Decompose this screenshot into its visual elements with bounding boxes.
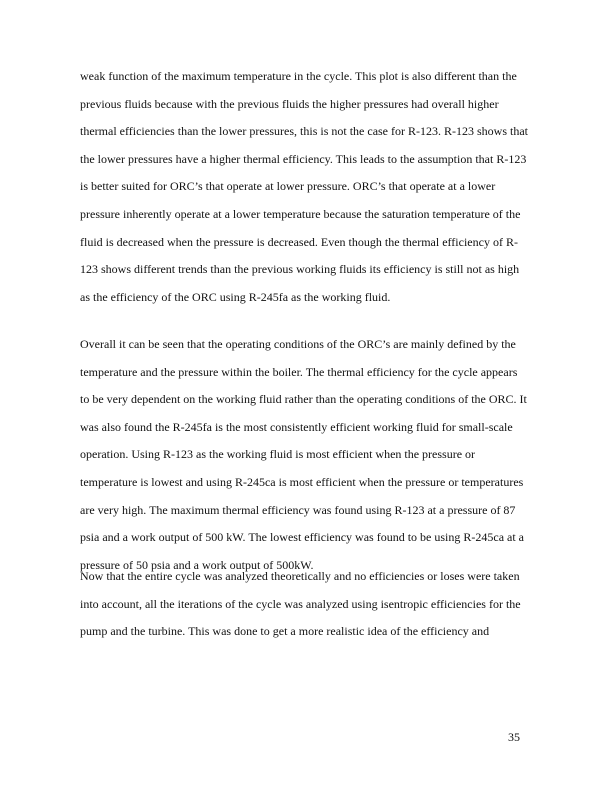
page-number: 35 bbox=[508, 730, 520, 744]
text-line: to be very dependent on the working fluid rather than the operating conditions of the ORC. It bbox=[80, 392, 527, 407]
text-line: temperature is lowest and using R-245ca is most efficient when the pressure or temperatures bbox=[80, 474, 524, 489]
text-line: are very high. The maximum thermal efficiency was found using R-123 at a pressure of 87 bbox=[80, 502, 516, 517]
text-line: weak function of the maximum temperature in the cycle. This plot is also different than the bbox=[80, 69, 517, 83]
text-line: Overall it can be seen that the operating conditions of the ORC’s are mainly defined by the bbox=[80, 337, 516, 351]
text-line: the lower pressures have a higher thermal efficiency. This leads to the assumption that R-123 bbox=[80, 151, 527, 166]
text-line: was also found the R-245fa is the most consistently efficient working fluid for small-scale bbox=[80, 419, 513, 434]
text-line: is better suited for ORC’s that operate at lower pressure. ORC’s that operate at a lower bbox=[80, 179, 496, 194]
text-line: operation. Using R-123 as the working fluid is most efficient when the pressure or bbox=[80, 447, 476, 462]
text-line: as the efficiency of the ORC using R-245fa as the working fluid. bbox=[80, 289, 391, 304]
text-line: previous fluids because with the previous fluids the higher pressures had overall higher bbox=[80, 96, 499, 111]
text-line: 123 shows different trends than the previous working fluids its efficiency is still not as high bbox=[80, 262, 520, 277]
text-line: Now that the entire cycle was analyzed theoretically and no efficiencies or loses were taken bbox=[80, 569, 520, 583]
text-line: temperature and the pressure within the boiler. The thermal efficiency for the cycle appears bbox=[80, 364, 518, 379]
text-line: pump and the turbine. This was done to get a more realistic idea of the efficiency and bbox=[80, 624, 490, 639]
paragraph-2 bbox=[80, 331, 550, 579]
text-line: pressure inherently operate at a lower temperature because the saturation temperature of the bbox=[80, 206, 521, 221]
text-line: thermal efficiencies than the lower pressures, this is not the case for R-123. R-123 shows that bbox=[80, 124, 529, 139]
paragraph-1 bbox=[80, 63, 550, 311]
text-line: into account, all the iterations of the cycle was analyzed using isentropic efficiencies for the bbox=[80, 596, 521, 611]
text-line: fluid is decreased when the pressure is decreased. Even though the thermal efficiency of R- bbox=[80, 234, 518, 249]
text-line: psia and a work output of 500 kW. The lowest efficiency was found to be using R-245ca at a bbox=[80, 530, 525, 545]
text-line: pressure of 50 psia and a work output of 500kW. bbox=[80, 557, 314, 572]
paragraph-3 bbox=[80, 563, 550, 646]
